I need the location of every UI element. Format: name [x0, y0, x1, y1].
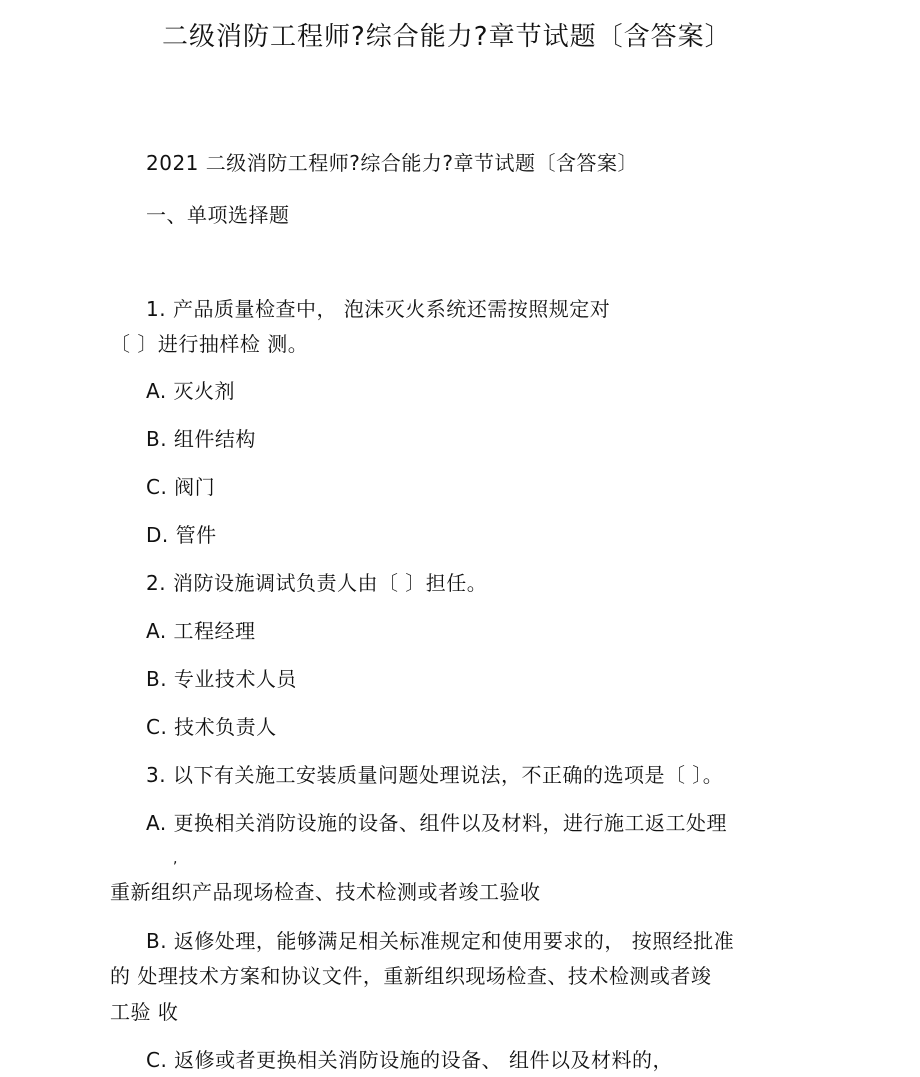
question-2-stem: 2. 消防设施调试负责人由〔 〕担任。: [146, 571, 488, 595]
document-title: 二级消防工程师?综合能力?章节试题〔含答案〕: [162, 22, 732, 52]
question-2-option-b: B. 专业技术人员: [146, 667, 297, 691]
question-3-option-a-comma: ,: [173, 851, 178, 867]
question-3-option-a-line-1: A. 更换相关消防设施的设备、组件以及材料，进行施工返工处理: [146, 811, 728, 835]
question-3-option-a-line-2: 重新组织产品现场检查、技术检测或者竣工验收: [110, 880, 541, 904]
question-3-option-c-line-1: C. 返修或者更换相关消防设施的设备、 组件以及材料的，: [146, 1048, 674, 1072]
document-subtitle: 2021 二级消防工程师?综合能力?章节试题〔含答案〕: [146, 151, 638, 175]
question-1-line-2: 〔 〕进行抽样检 测。: [110, 332, 309, 356]
question-1-option-a: A. 灭火剂: [146, 379, 236, 403]
question-3-option-b-line-2: 的 处理技术方案和协议文件，重新组织现场检查、技术检测或者竣: [110, 964, 712, 988]
question-2-option-a: A. 工程经理: [146, 619, 256, 643]
question-1-option-c: C. 阀门: [146, 475, 216, 499]
section-heading: 一、单项选择题: [146, 203, 290, 227]
question-3-stem: 3. 以下有关施工安装质量问题处理说法，不正确的选项是〔 〕。: [146, 763, 724, 787]
question-1-option-b: B. 组件结构: [146, 427, 256, 451]
question-3-option-b-line-1: B. 返修处理，能够满足相关标准规定和使用要求的， 按照经批准: [146, 929, 735, 953]
question-3-option-b-line-3: 工验 收: [110, 1000, 179, 1024]
question-1-option-d: D. 管件: [146, 523, 217, 547]
question-2-option-c: C. 技术负责人: [146, 715, 277, 739]
question-1-line-1: 1. 产品质量检查中， 泡沫灭火系统还需按照规定对: [146, 297, 611, 321]
